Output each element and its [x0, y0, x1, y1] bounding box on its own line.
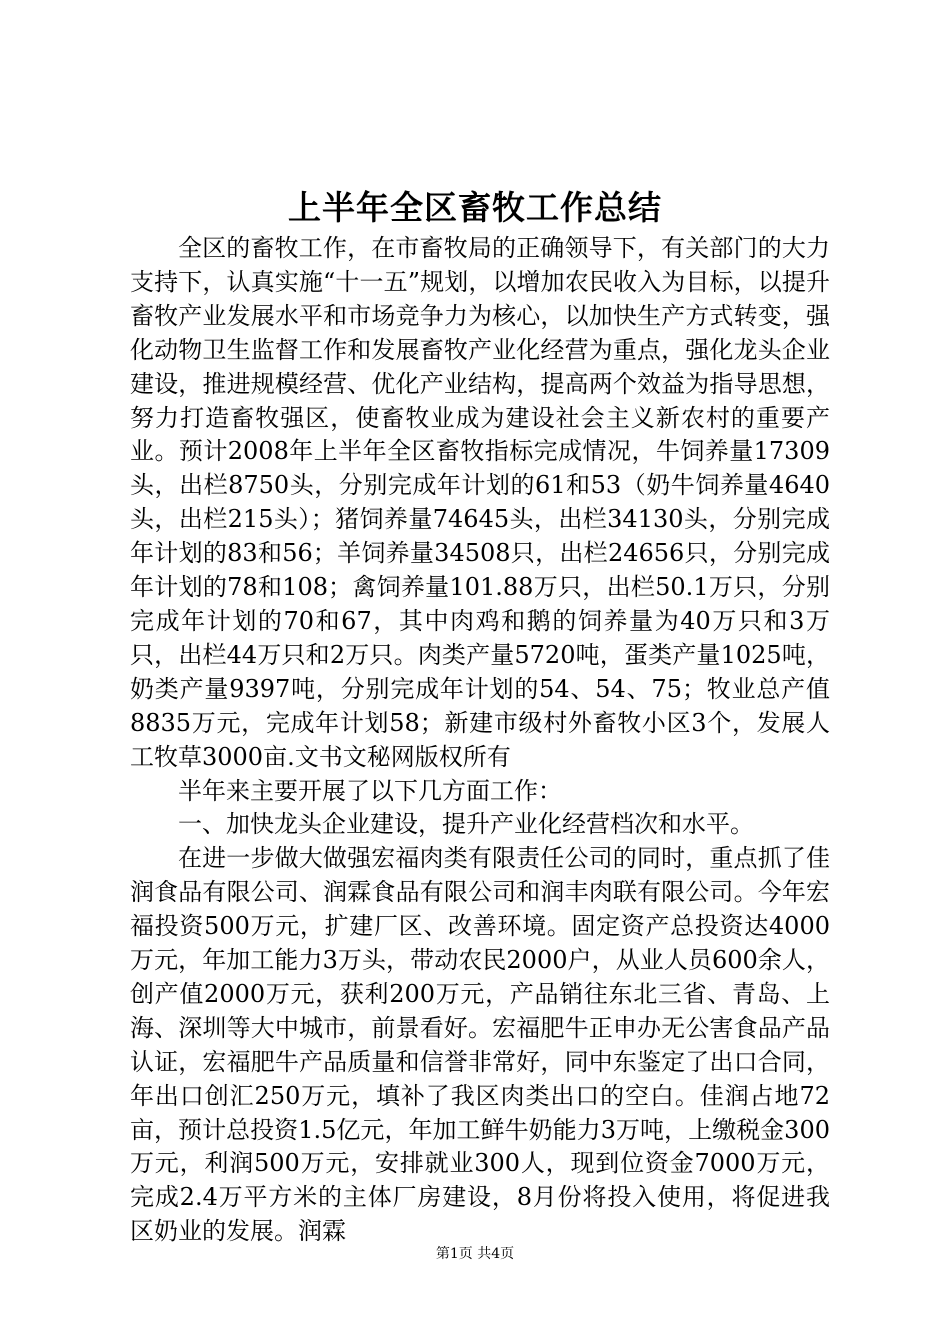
section-heading-one: 一、加快龙头企业建设，提升产业化经营档次和水平。: [178, 810, 754, 839]
page-footer: 第1页 共4页: [435, 1246, 515, 1262]
paragraph-intro: 全区的畜牧工作，在市畜牧局的正确领导下，有关部门的大力支持下，认真实施“十一五”规划，以增加农民收入为目标，以提升畜牧产业发展水平和市场竞争力为核心，以加快生产方式转变，强化动物卫生监督工作和发展畜牧产业化经营为重点，强化龙头企业建设，推进规模经营、优化产业结构，提高两个效益为指导思想，努力打造畜牧强区，使畜牧业成为建设社会主义新农村的重要产业。预计2008年上半年全区畜牧指标完成情况，牛饲养量17309头，出栏8750头，分别完成年计划的61和53（奶牛饲养量4640头，出栏215头）；猪饲养量74645头，出栏34130头，分别完成年计划的83和56；羊饲养量34508只，出栏24656只，分别完成年计划的78和108；禽饲养量101.88万只，出栏50.1万只，分别完成年计划的70和67，其中肉鸡和鹅的饲养量为40万只和3万只，出栏44万只和2万只。肉类产量5720吨，蛋类产量1025吨，奶类产量9397吨，分别完成年计划的54、54、75；牧业总产值8835万元，完成年计划58；新建市级村外畜牧小区3个，发展人工牧草3000亩.文书文秘网版权所有: [130, 234, 830, 771]
document-title: 上半年全区畜牧工作总结: [288, 188, 662, 227]
paragraph-section-one: 在进一步做大做强宏福肉类有限责任公司的同时，重点抓了佳润食品有限公司、润霖食品有限公司和润丰肉联有限公司。今年宏福投资500万元，扩建厂区、改善环境。固定资产总投资达4000万元，年加工能力3万头，带动农民2000户，从业人员600余人，创产值2000万元，获利200万元，产品销往东北三省、青岛、上海、深圳等大中城市，前景看好。宏福肥牛正申办无公害食品产品认证，宏福肥牛产品质量和信誉非常好，同中东鉴定了出口合同，年出口创汇250万元，填补了我区肉类出口的空白。佳润占地72亩，预计总投资1.5亿元，年加工鲜牛奶能力3万吨，上缴税金300万元，利润500万元，安排就业300人，现到位资金7000万元，完成2.4万平方米的主体厂房建设，8月份将投入使用，将促进我区奶业的发展。润霖: [130, 844, 830, 1246]
paragraph-work-summary: 半年来主要开展了以下几方面工作：: [178, 776, 562, 805]
document-body: [130, 232, 830, 1249]
